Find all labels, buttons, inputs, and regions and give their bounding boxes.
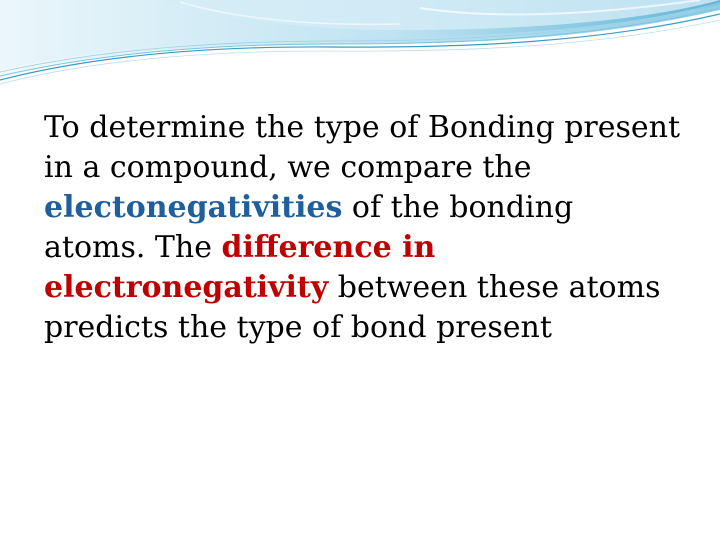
slide-body-text xyxy=(44,108,684,348)
text-part-2: of the bonding atoms. The xyxy=(44,190,574,265)
text-part-3: between these atoms predicts the type of bond present xyxy=(44,270,661,345)
highlight-difference-in-electronegativity: difference in electronegativity xyxy=(44,230,436,305)
text-part-1: To determine the type of Bonding present in a compound, we compare the xyxy=(44,110,681,185)
header-wave-decoration xyxy=(0,0,720,90)
highlight-electonegativities: electonegativities xyxy=(44,190,343,225)
